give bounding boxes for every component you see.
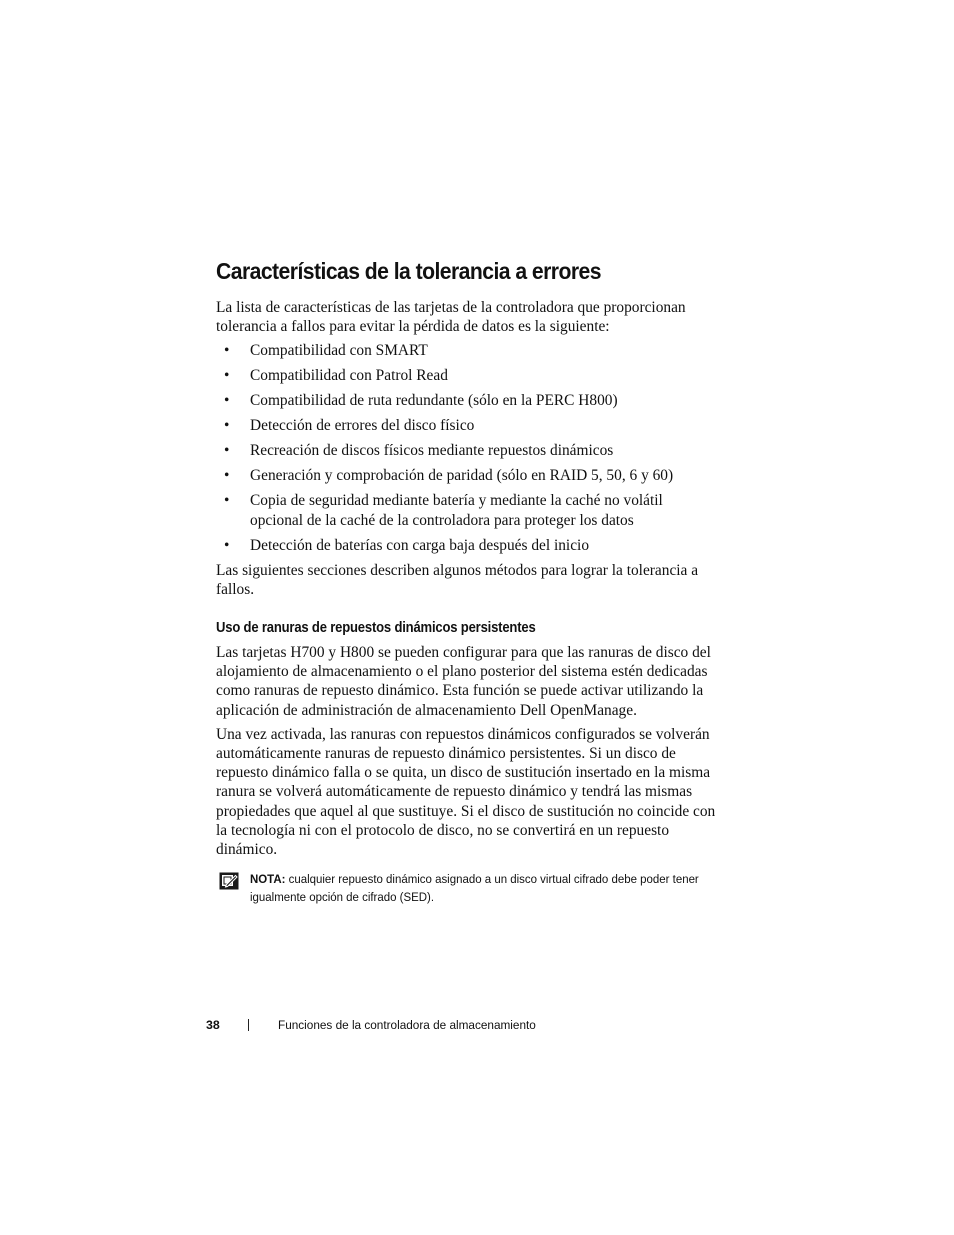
feature-item bbox=[216, 466, 716, 485]
note-label: NOTA: bbox=[250, 872, 286, 887]
bullet-marker: • bbox=[224, 417, 230, 435]
feature-text: Copia de seguridad mediante batería y mediante la caché no volátil opcional de la caché de la controladora para proteger los datos bbox=[250, 492, 663, 529]
page-footer bbox=[206, 1016, 536, 1034]
feature-item bbox=[216, 441, 716, 460]
bullet-marker: • bbox=[224, 367, 230, 385]
page-content bbox=[216, 255, 716, 906]
feature-text: Compatibilidad de ruta redundante (sólo en la PERC H800) bbox=[250, 392, 618, 410]
bullet-marker: • bbox=[224, 442, 230, 460]
feature-item bbox=[216, 366, 716, 385]
footer-separator bbox=[248, 1019, 249, 1031]
outro-paragraph: Las siguientes secciones describen algunos métodos para lograr la tolerancia a fallos. bbox=[216, 561, 699, 598]
subsection-title: Uso de ranuras de repuestos dinámicos persistentes bbox=[216, 620, 536, 637]
bullet-marker: • bbox=[224, 536, 230, 554]
feature-text: Detección de baterías con carga baja después del inicio bbox=[250, 536, 590, 554]
feature-text: Compatibilidad con Patrol Read bbox=[250, 367, 448, 385]
feature-item bbox=[216, 536, 716, 555]
subsection-paragraph-2: Una vez activada, las ranuras con repuestos dinámicos configurados se volverán automáticamente ranuras de repuesto dinámico persistentes. Si un disco de repuesto dinámico falla o se quita, un disco de sustitución insertado en la misma ranura se volverá automáticamente de repuesto dinámico y tendrá las mismas propiedades que aquel al que sustituye. Si el disco de sustitución no coincide con la tecnología ni con el protocolo de disco, no se convertirá en un repuesto dinámico. bbox=[216, 725, 716, 859]
page-number: 38 bbox=[206, 1018, 220, 1032]
feature-text: Recreación de discos físicos mediante repuestos dinámicos bbox=[250, 442, 614, 460]
feature-item bbox=[216, 491, 716, 529]
subsection-paragraph-1: Las tarjetas H700 y H800 se pueden configurar para que las ranuras de disco del alojamiento de almacenamiento o el plano posterior del sistema estén dedicadas como ranuras de repuesto dinámico. Esta función se puede activar utilizando la aplicación de administración de almacenamiento Dell OpenManage. bbox=[216, 644, 711, 719]
feature-list bbox=[216, 341, 716, 554]
feature-text: Detección de errores del disco físico bbox=[250, 417, 475, 435]
footer-chapter-title: Funciones de la controladora de almacenamiento bbox=[278, 1018, 536, 1032]
feature-text: Generación y comprobación de paridad (sólo en RAID 5, 50, 6 y 60) bbox=[250, 467, 674, 485]
feature-item bbox=[216, 341, 716, 360]
note-block bbox=[216, 871, 716, 906]
bullet-marker: • bbox=[224, 392, 230, 410]
bullet-marker: • bbox=[224, 342, 230, 360]
feature-text: Compatibilidad con SMART bbox=[250, 342, 428, 360]
note-text: cualquier repuesto dinámico asignado a un disco virtual cifrado debe poder tener igualmente opción de cifrado (SED). bbox=[250, 872, 699, 904]
section-title: Características de la tolerancia a errores bbox=[216, 258, 601, 284]
feature-item bbox=[216, 416, 716, 435]
feature-item bbox=[216, 391, 716, 410]
bullet-marker: • bbox=[224, 467, 230, 485]
note-pencil-icon bbox=[219, 872, 239, 890]
bullet-marker: • bbox=[224, 492, 230, 510]
intro-paragraph: La lista de características de las tarjetas de la controladora que proporcionan tolerancia a fallos para evitar la pérdida de datos es la siguiente: bbox=[216, 299, 686, 336]
